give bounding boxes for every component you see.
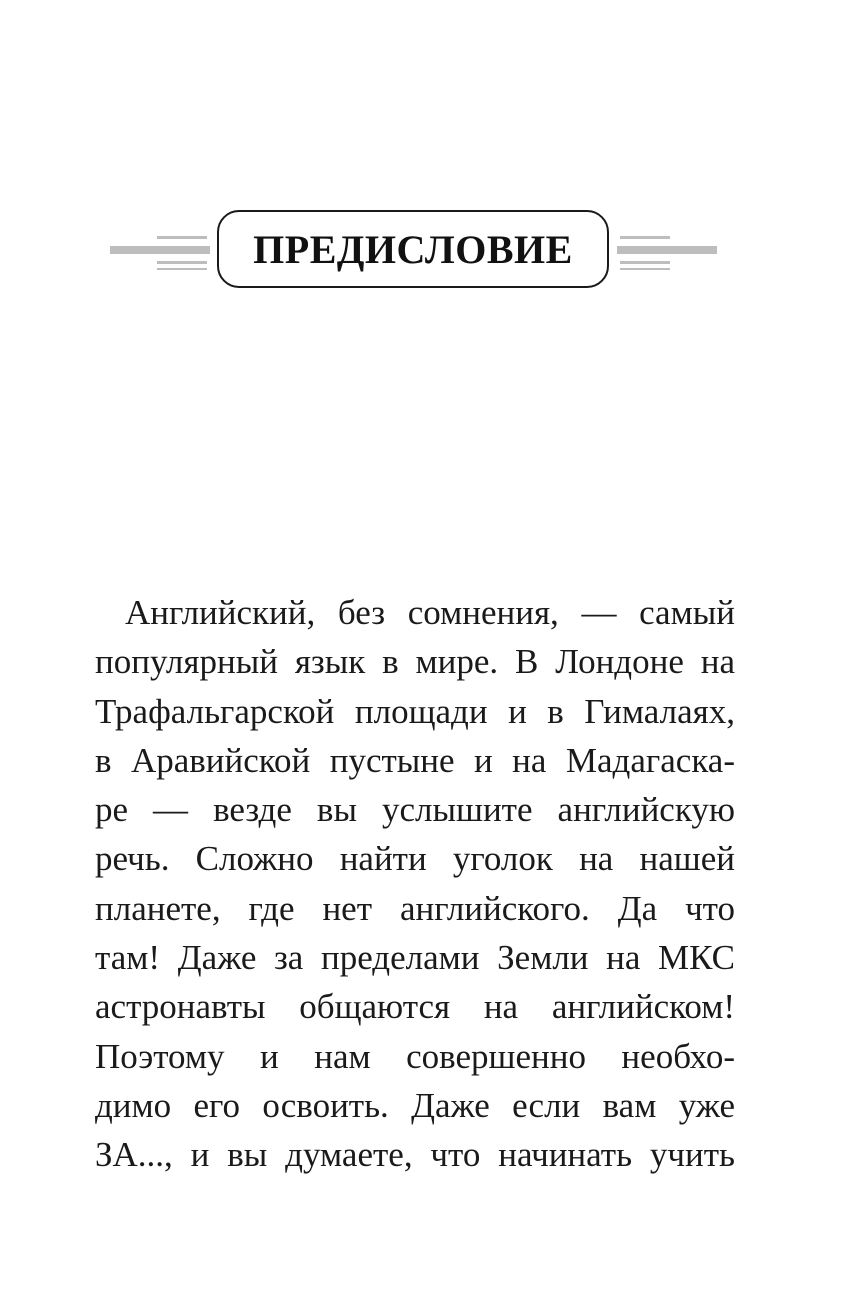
text-line: речь. Сложно найти уголок на нашей [95,839,735,879]
text-line: димо его освоить. Даже если вам уже [95,1085,735,1125]
text-line: Английский, без сомнения, — самый [125,593,735,632]
text-line: астронавты общаются на английском! [95,987,735,1027]
page-title: ПРЕДИСЛОВИЕ [253,227,573,272]
heading-decoration-right [617,208,717,292]
text-line: ЗА..., и вы думаете, что начинать учить [95,1135,735,1175]
text-line: Трафальгарской площади и в Гималаях, [95,691,735,731]
text-line: ре — везде вы услышите английскую [95,790,735,830]
text-line: Поэтому и нам совершенно необхо- [95,1036,735,1076]
chapter-heading [0,208,845,292]
text-line: планете, где нет английского. Да что [95,888,735,928]
text-line: популярный язык в мире. В Лондоне на [95,642,735,682]
body-paragraph [95,588,735,1180]
text-line: там! Даже за пределами Земли на МКС [95,938,735,978]
text-line: в Аравийской пустыне и на Мадагаска- [95,740,735,780]
heading-frame [217,210,609,288]
heading-decoration-left [110,208,210,292]
